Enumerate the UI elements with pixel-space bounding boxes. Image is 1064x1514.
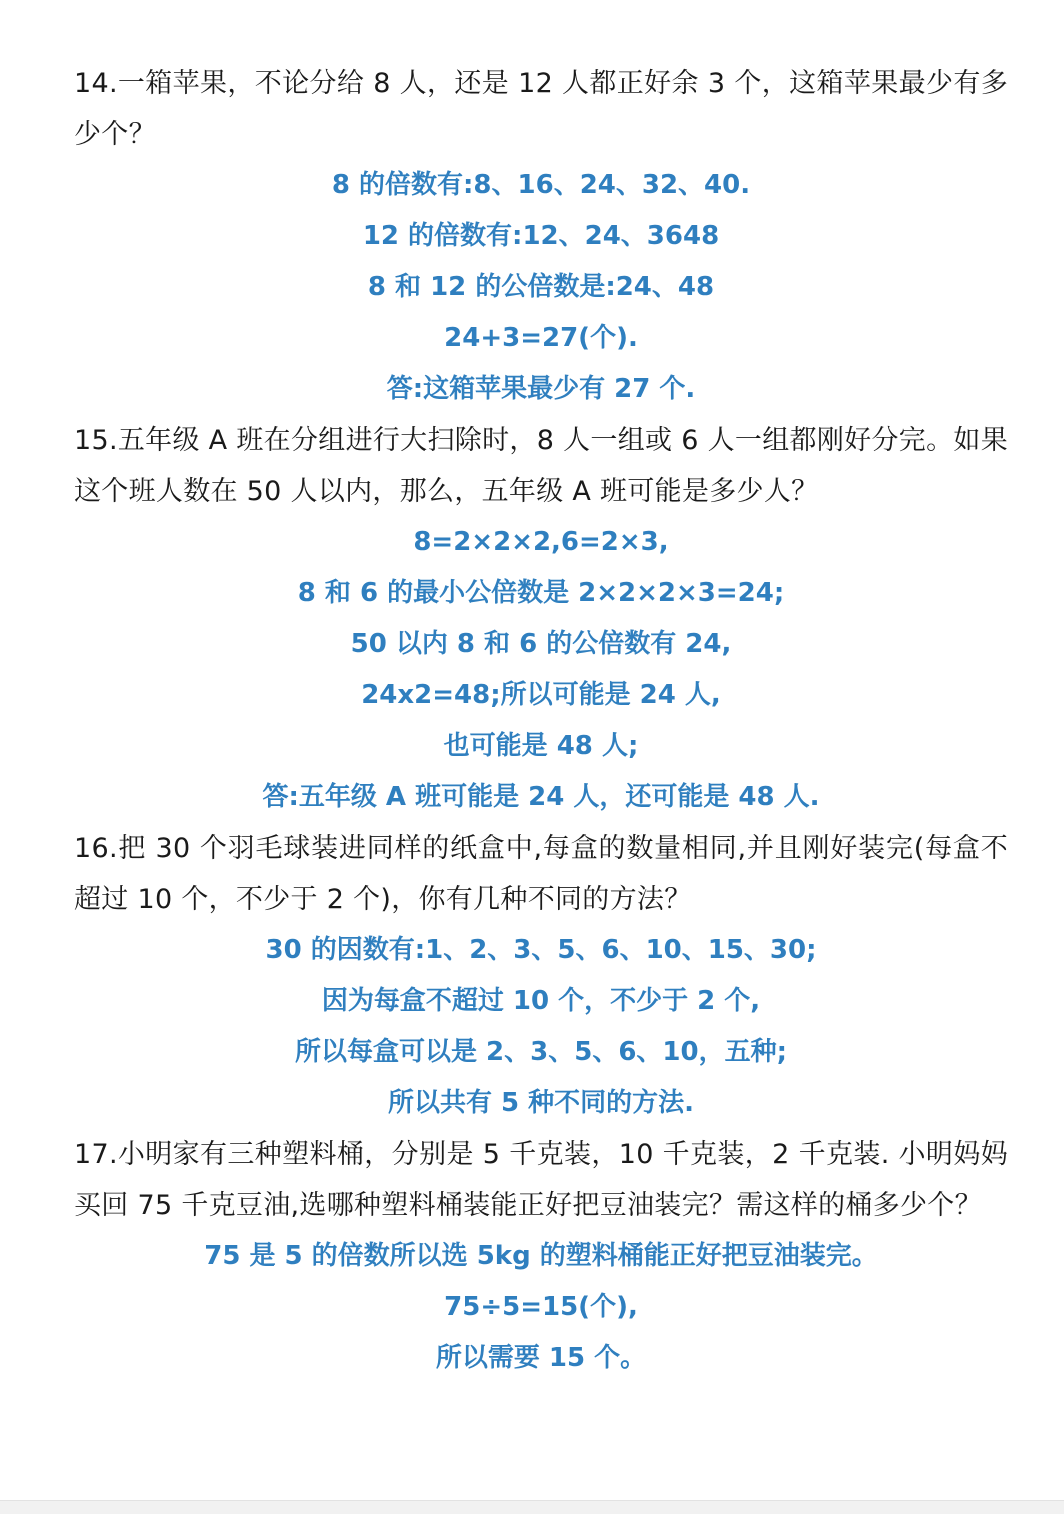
answer-line: 所以每盒可以是 2、3、5、6、10，五种; bbox=[295, 1037, 787, 1067]
answer-line: 50 以内 8 和 6 的公倍数有 24, bbox=[350, 629, 732, 659]
problem-15 bbox=[74, 415, 1008, 823]
answer-line: 8 的倍数有:8、16、24、32、40. bbox=[331, 170, 751, 200]
answer-line: 答:这箱苹果最少有 27 个. bbox=[386, 374, 696, 404]
question-text: 15.五年级 A 班在分组进行大扫除时，8 人一组或 6 人一组都刚好分完。如果这个班人数在 50 人以内，那么，五年级 A 班可能是多少人？ bbox=[74, 425, 1008, 507]
question-text: 16.把 30 个羽毛球装进同样的纸盒中,每盒的数量相同,并且刚好装完(每盒不超过 10 个，不少于 2 个)，你有几种不同的方法？ bbox=[74, 833, 1008, 915]
answer-line: 8 和 6 的最小公倍数是 2×2×2×3=24; bbox=[297, 578, 785, 608]
question-text: 17.小明家有三种塑料桶，分别是 5 千克装，10 千克装，2 千克装. 小明妈妈买回 75 千克豆油,选哪种塑料桶装能正好把豆油装完？需这样的桶多少个？ bbox=[74, 1139, 1008, 1221]
bottom-divider bbox=[0, 1500, 1064, 1514]
problem-16 bbox=[74, 823, 1008, 1129]
answer-line: 因为每盒不超过 10 个，不少于 2 个, bbox=[321, 986, 761, 1016]
answer-line: 12 的倍数有:12、24、3648 bbox=[362, 221, 720, 251]
problem-14 bbox=[74, 58, 1008, 415]
answer-line: 30 的因数有:1、2、3、5、6、10、15、30; bbox=[265, 935, 817, 965]
answer-line: 75÷5=15(个), bbox=[444, 1292, 638, 1322]
answer-line: 24x2=48;所以可能是 24 人, bbox=[361, 680, 721, 710]
document-content bbox=[74, 58, 1008, 1384]
answer-line: 24+3=27(个). bbox=[444, 323, 638, 353]
question-text: 14.一箱苹果，不论分给 8 人，还是 12 人都正好余 3 个，这箱苹果最少有多少个？ bbox=[74, 68, 1008, 150]
answer-line: 所以需要 15 个。 bbox=[435, 1343, 647, 1373]
answer-line: 所以共有 5 种不同的方法. bbox=[387, 1088, 695, 1118]
answer-line: 8=2×2×2,6=2×3, bbox=[413, 527, 669, 557]
answer-line: 也可能是 48 人; bbox=[443, 731, 639, 761]
answer-line: 8 和 12 的公倍数是:24、48 bbox=[367, 272, 715, 302]
answer-line: 75 是 5 的倍数所以选 5kg 的塑料桶能正好把豆油装完。 bbox=[204, 1241, 878, 1271]
problem-17 bbox=[74, 1129, 1008, 1384]
answer-line: 答:五年级 A 班可能是 24 人，还可能是 48 人. bbox=[262, 782, 820, 812]
